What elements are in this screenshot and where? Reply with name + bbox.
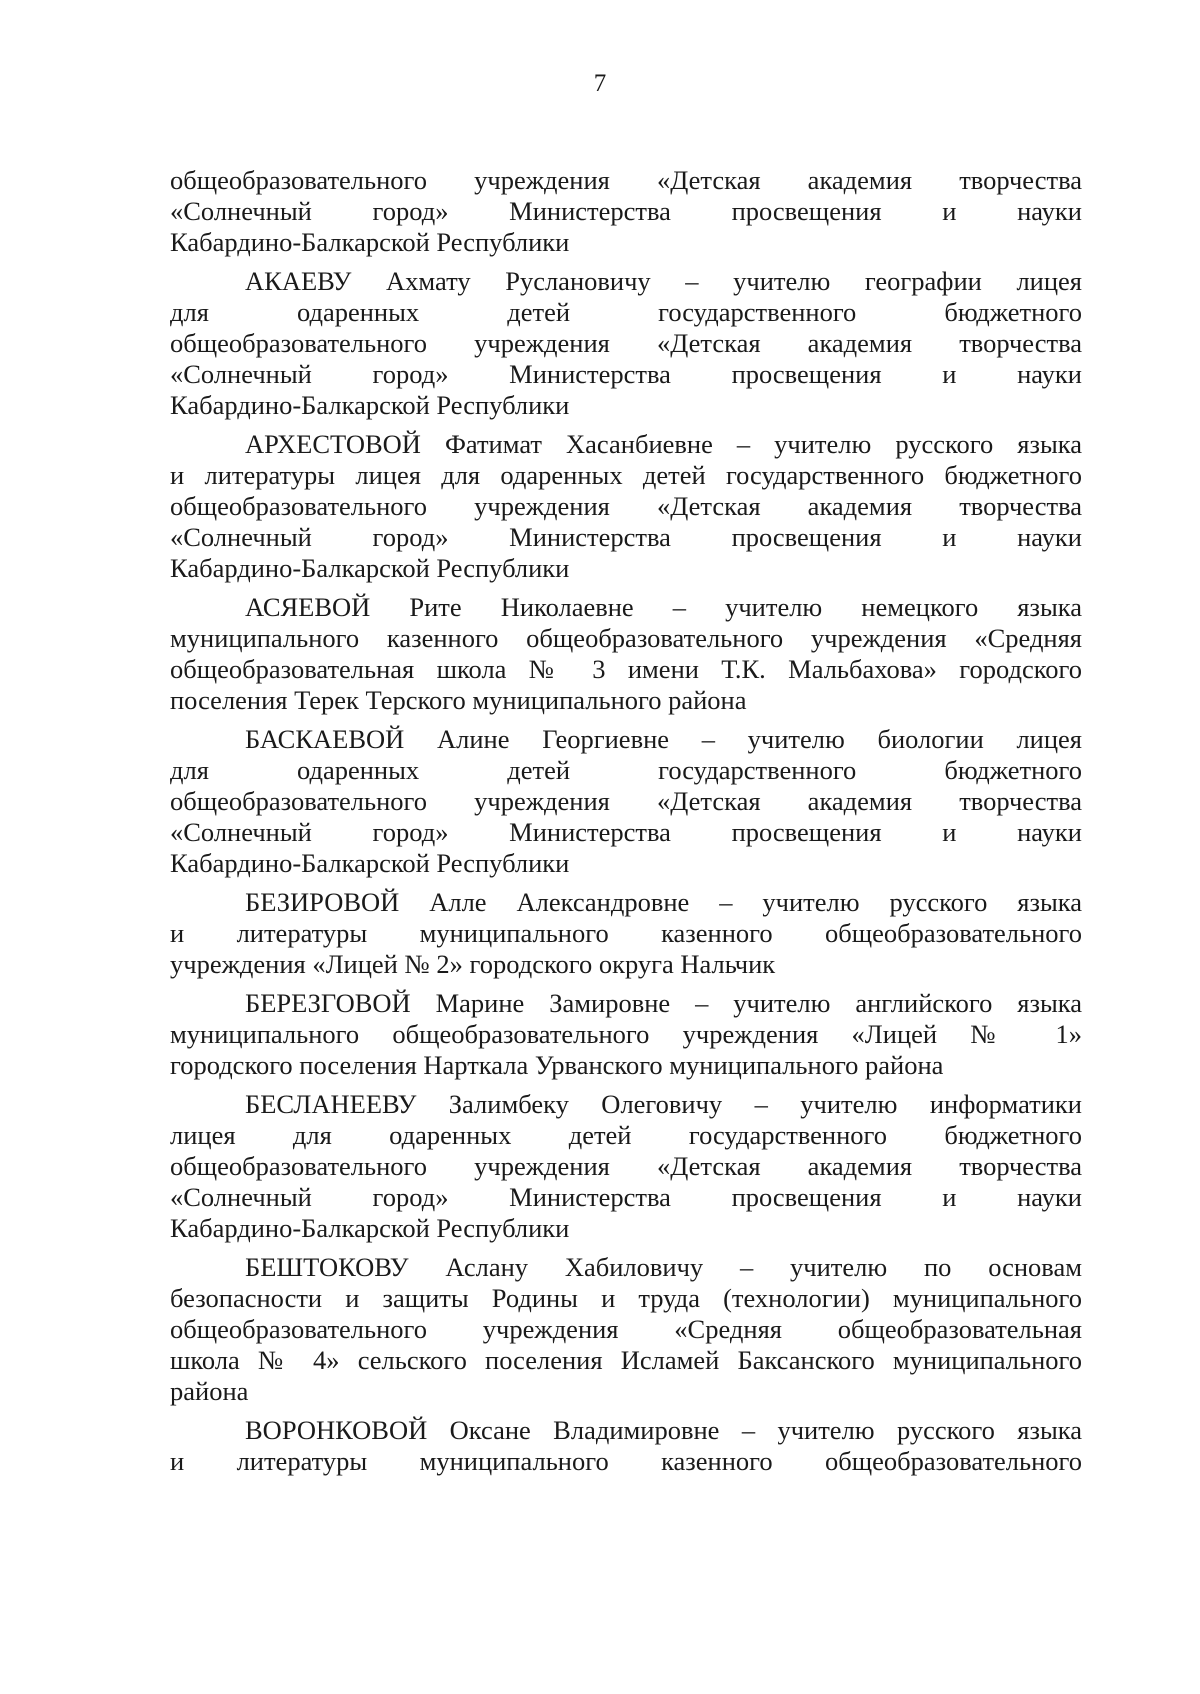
text-line: и литературы лицея для одаренных детей государственного бюджетного [170,460,1082,490]
text-line: общеобразовательного учреждения «Детская академия творчества [170,786,1082,816]
paragraph-gap [170,716,1082,724]
text-line: учреждения «Лицей № 2» городского округа Нальчик [170,949,776,979]
text-line: муниципального казенного общеобразовательного учреждения «Средняя [170,623,1082,653]
paragraph-gap [170,1407,1082,1415]
paragraph-gap [170,1081,1082,1089]
paragraph-first-line: БАСКАЕВОЙ Алине Георгиевне – учителю биологии лицея [245,724,1082,754]
text-line: общеобразовательного учреждения «Детская академия творчества [170,165,1082,195]
text-line: «Солнечный город» Министерства просвещения и науки [170,1182,1082,1212]
text-line: Кабардино-Балкарской Республики [170,553,570,583]
text-line: Кабардино-Балкарской Республики [170,1213,570,1243]
paragraph-first-line: ВОРОНКОВОЙ Оксане Владимировне – учителю русского языка [245,1415,1082,1445]
paragraph-first-line: АРХЕСТОВОЙ Фатимат Хасанбиевне – учителю русского языка [245,429,1082,459]
paragraph-gap [170,1244,1082,1252]
text-line: Кабардино-Балкарской Республики [170,227,570,257]
text-line: общеобразовательная школа № 3 имени Т.К. Мальбахова» городского [170,654,1082,684]
paragraph-gap [170,980,1082,988]
text-line: Кабардино-Балкарской Республики [170,390,570,420]
text-line: общеобразовательного учреждения «Детская академия творчества [170,1151,1082,1181]
text-line: лицея для одаренных детей государственного бюджетного [170,1120,1082,1150]
text-line: для одаренных детей государственного бюджетного [170,297,1082,327]
text-line: и литературы муниципального казенного общеобразовательного [170,1446,1082,1476]
paragraph-first-line: БЕСЛАНЕЕВУ Залимбеку Олеговичу – учителю информатики [245,1089,1082,1119]
text-line: общеобразовательного учреждения «Средняя общеобразовательная [170,1314,1082,1344]
text-line: городского поселения Нарткала Урванского муниципального района [170,1050,944,1080]
document-body [170,165,1082,1477]
text-line: муниципального общеобразовательного учреждения «Лицей № 1» [170,1019,1082,1049]
text-line: района [170,1376,249,1406]
paragraph-first-line: АСЯЕВОЙ Рите Николаевне – учителю немецкого языка [245,592,1082,622]
text-line: общеобразовательного учреждения «Детская академия творчества [170,328,1082,358]
paragraph-first-line: БЕШТОКОВУ Аслану Хабиловичу – учителю по основам [245,1252,1082,1282]
text-line: «Солнечный город» Министерства просвещения и науки [170,817,1082,847]
paragraph-first-line: БЕЗИРОВОЙ Алле Александровне – учителю русского языка [245,887,1082,917]
text-line: Кабардино-Балкарской Республики [170,848,570,878]
paragraph-gap [170,258,1082,266]
paragraph-first-line: АКАЕВУ Ахмату Руслановичу – учителю географии лицея [245,266,1082,296]
text-line: общеобразовательного учреждения «Детская академия творчества [170,491,1082,521]
paragraph-gap [170,584,1082,592]
text-line: и литературы муниципального казенного общеобразовательного [170,918,1082,948]
page-number: 7 [593,70,607,97]
text-line: безопасности и защиты Родины и труда (технологии) муниципального [170,1283,1082,1313]
paragraph-first-line: БЕРЕЗГОВОЙ Марине Замировне – учителю английского языка [245,988,1082,1018]
paragraph-gap [170,879,1082,887]
text-line: поселения Терек Терского муниципального района [170,685,747,715]
paragraph-gap [170,421,1082,429]
text-line: «Солнечный город» Министерства просвещения и науки [170,522,1082,552]
text-line: «Солнечный город» Министерства просвещения и науки [170,359,1082,389]
text-line: для одаренных детей государственного бюджетного [170,755,1082,785]
text-line: «Солнечный город» Министерства просвещения и науки [170,196,1082,226]
text-line: школа № 4» сельского поселения Исламей Баксанского муниципального [170,1345,1082,1375]
